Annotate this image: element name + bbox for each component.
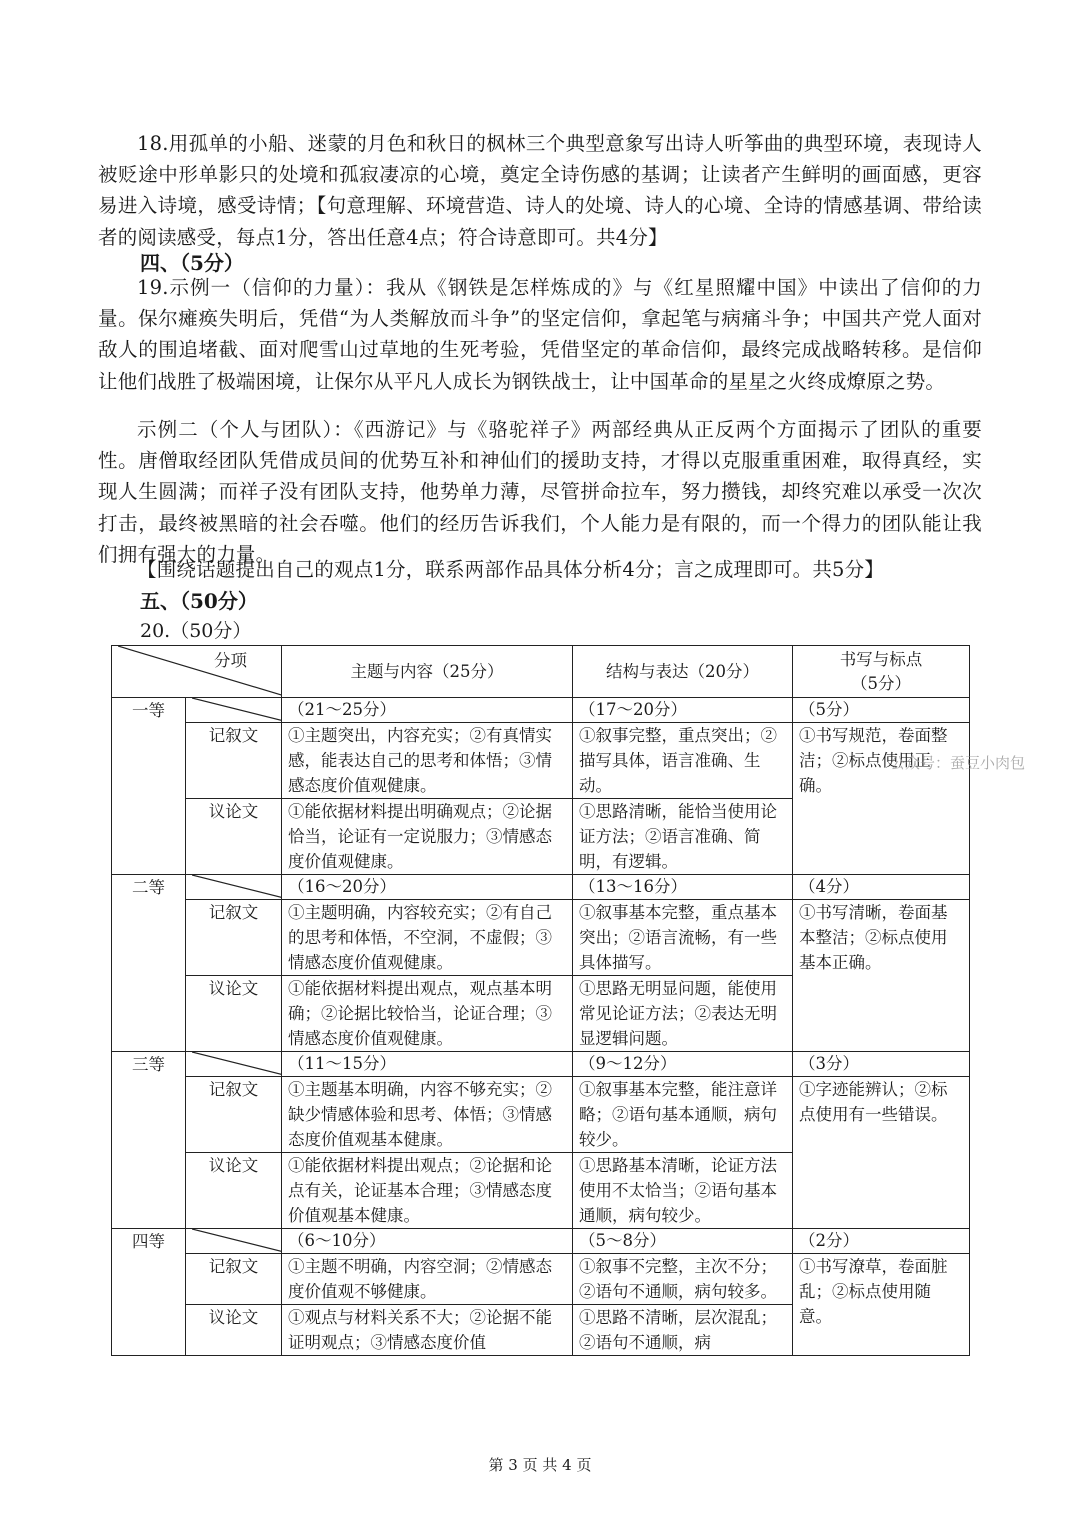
score-range: （5分） xyxy=(793,698,970,723)
writing-criteria: ①书写清晰，卷面基本整洁；②标点使用基本正确。 xyxy=(793,900,970,1052)
content-criteria: ①能依据材料提出观点，观点基本明确；②论据比较恰当，论证合理；③情感态度价值观健康。 xyxy=(282,976,573,1052)
score-range: （16～20分） xyxy=(282,875,573,900)
genre-label: 记叙文 xyxy=(186,723,282,799)
content-criteria: ①主题明确，内容较充实；②有自己的思考和体悟，不空洞，不虚假；③情感态度价值观健康。 xyxy=(282,900,573,976)
genre-label: 议论文 xyxy=(186,1153,282,1229)
q19-scoring-note: 【围绕话题提出自己的观点1分，联系两部作品具体分析4分；言之成理即可。共5分】 xyxy=(137,558,885,581)
watermark: 公众号：蚕豆小肉包 xyxy=(890,754,1026,772)
level-diag-cell xyxy=(186,698,282,723)
q18-answer: 18.用孤单的小船、迷蒙的月色和秋日的枫林三个典型意象写出诗人听筝曲的典型环境，表现诗人被贬途中形单影只的处境和孤寂凄凉的心境，奠定全诗伤感的基调；让读者产生鲜明的画面感，更容易进入诗境，感受诗情；【句意理解、环境营造、诗人的处境、诗人的心境、全诗的情感基调、带给读者的阅读感受，每点1分，答出任意4点；符合诗意即可。共4分】 xyxy=(98,132,982,249)
diagonal-line xyxy=(192,1052,282,1076)
header-structure: 结构与表达（20分） xyxy=(573,646,793,698)
rubric-score-row xyxy=(112,875,970,900)
writing-criteria: ①书写规范，卷面整洁；②标点使用正确。 xyxy=(793,723,970,875)
q20-label: 20.（50分） xyxy=(140,620,252,642)
q19-example-2: 示例二（个人与团队）：《西游记》与《骆驼祥子》两部经典从正反两个方面揭示了团队的重要性。唐僧取经团队凭借成员间的优势互补和神仙们的援助支持，才得以克服重重困难，取得真经，实现人生圆满；而祥子没有团队支持，他势单力薄，尽管拼命拉车，努力攒钱，却终究难以承受一次次打击，最终被黑暗的社会吞噬。他们的经历告诉我们，个人能力是有限的，而一个得力的团队能让我们拥有强大的力量。 xyxy=(98,418,982,566)
diagonal-line xyxy=(192,875,282,899)
structure-criteria: ①叙事完整，重点突出；②描写具体，语言准确、生动。 xyxy=(573,723,793,799)
score-range: （5～8分） xyxy=(573,1229,793,1254)
genre-label: 议论文 xyxy=(186,799,282,875)
genre-label: 议论文 xyxy=(186,1305,282,1356)
score-range: （9～12分） xyxy=(573,1052,793,1077)
genre-label: 记叙文 xyxy=(186,900,282,976)
content-criteria: ①能依据材料提出观点；②论据和论点有关，论证基本合理；③情感态度价值观基本健康。 xyxy=(282,1153,573,1229)
level-diag-cell xyxy=(186,1052,282,1077)
score-range: （2分） xyxy=(793,1229,970,1254)
content-criteria: ①主题突出，内容充实；②有真情实感，能表达自己的思考和体悟；③情感态度价值观健康。 xyxy=(282,723,573,799)
genre-label: 记叙文 xyxy=(186,1077,282,1153)
structure-criteria: ①叙事基本完整，能注意详略；②语句基本通顺，病句较少。 xyxy=(573,1077,793,1153)
score-range: （21～25分） xyxy=(282,698,573,723)
diagonal-line xyxy=(192,698,282,722)
genre-label: 记叙文 xyxy=(186,1254,282,1305)
rubric-score-row xyxy=(112,1229,970,1254)
rubric-header-row xyxy=(112,646,970,698)
structure-criteria: ①叙事基本完整，重点基本突出；②语言流畅，有一些具体描写。 xyxy=(573,900,793,976)
page-footer: 第 3 页 共 4 页 xyxy=(488,1456,592,1474)
structure-criteria: ①思路基本清晰，论证方法使用不太恰当；②语句基本通顺，病句较少。 xyxy=(573,1153,793,1229)
diagonal-line xyxy=(192,1229,282,1253)
essay-scoring-rubric xyxy=(111,645,970,1356)
section-4-heading: 四、（5分） xyxy=(140,251,244,275)
structure-criteria: ①思路不清晰，层次混乱；②语句不通顺，病 xyxy=(573,1305,793,1356)
structure-criteria: ①思路无明显问题，能使用常见论证方法；②表达无明显逻辑问题。 xyxy=(573,976,793,1052)
diagonal-line xyxy=(118,646,282,697)
level-diag-cell xyxy=(186,875,282,900)
content-criteria: ①主题基本明确，内容不够充实；②缺少情感体验和思考、体悟；③情感态度价值观基本健康。 xyxy=(282,1077,573,1153)
level-label: 二等 xyxy=(112,875,186,1052)
score-range: （6～10分） xyxy=(282,1229,573,1254)
q19-example-1: 19.示例一（信仰的力量）：我从《钢铁是怎样炼成的》与《红星照耀中国》中读出了信仰的力量。保尔瘫痪失明后，凭借“为人类解放而斗争”的坚定信仰，拿起笔与病痛斗争；中国共产党人面对敌人的围追堵截、面对爬雪山过草地的生死考验，凭借坚定的革命信仰，最终完成战略转移。是信仰让他们战胜了极端困境，让保尔从平凡人成长为钢铁战士，让中国革命的星星之火终成燎原之势。 xyxy=(98,276,982,393)
content-criteria: ①观点与材料关系不大；②论据不能证明观点；③情感态度价值 xyxy=(282,1305,573,1356)
rubric-score-row xyxy=(112,698,970,723)
level-label: 一等 xyxy=(112,698,186,875)
rubric-score-row xyxy=(112,1052,970,1077)
corner-label: 分项 xyxy=(214,651,247,670)
content-criteria: ①能依据材料提出明确观点；②论据恰当，论证有一定说服力；③情感态度价值观健康。 xyxy=(282,799,573,875)
score-range: （13～16分） xyxy=(573,875,793,900)
level-diag-cell xyxy=(186,1229,282,1254)
writing-criteria: ①字迹能辨认；②标点使用有一些错误。 xyxy=(793,1077,970,1229)
score-range: （3分） xyxy=(793,1052,970,1077)
level-label: 四等 xyxy=(112,1229,186,1356)
score-range: （11～15分） xyxy=(282,1052,573,1077)
genre-label: 议论文 xyxy=(186,976,282,1052)
score-range: （17～20分） xyxy=(573,698,793,723)
level-label: 三等 xyxy=(112,1052,186,1229)
header-content: 主题与内容（25分） xyxy=(282,646,573,698)
structure-criteria: ①思路清晰，能恰当使用论证方法；②语言准确、简明，有逻辑。 xyxy=(573,799,793,875)
rubric-narrative-row xyxy=(112,900,970,976)
writing-criteria: ①书写潦草，卷面脏乱；②标点使用随意。 xyxy=(793,1254,970,1356)
rubric-narrative-row xyxy=(112,1254,970,1305)
rubric-narrative-row xyxy=(112,723,970,799)
rubric-narrative-row xyxy=(112,1077,970,1153)
structure-criteria: ①叙事不完整，主次不分；②语句不通顺，病句较多。 xyxy=(573,1254,793,1305)
content-criteria: ①主题不明确，内容空洞；②情感态度价值观不够健康。 xyxy=(282,1254,573,1305)
section-5-heading: 五、（50分） xyxy=(140,589,258,613)
header-writing: 书写与标点 （5分） xyxy=(793,646,970,698)
rubric-corner-cell xyxy=(112,646,282,698)
score-range: （4分） xyxy=(793,875,970,900)
